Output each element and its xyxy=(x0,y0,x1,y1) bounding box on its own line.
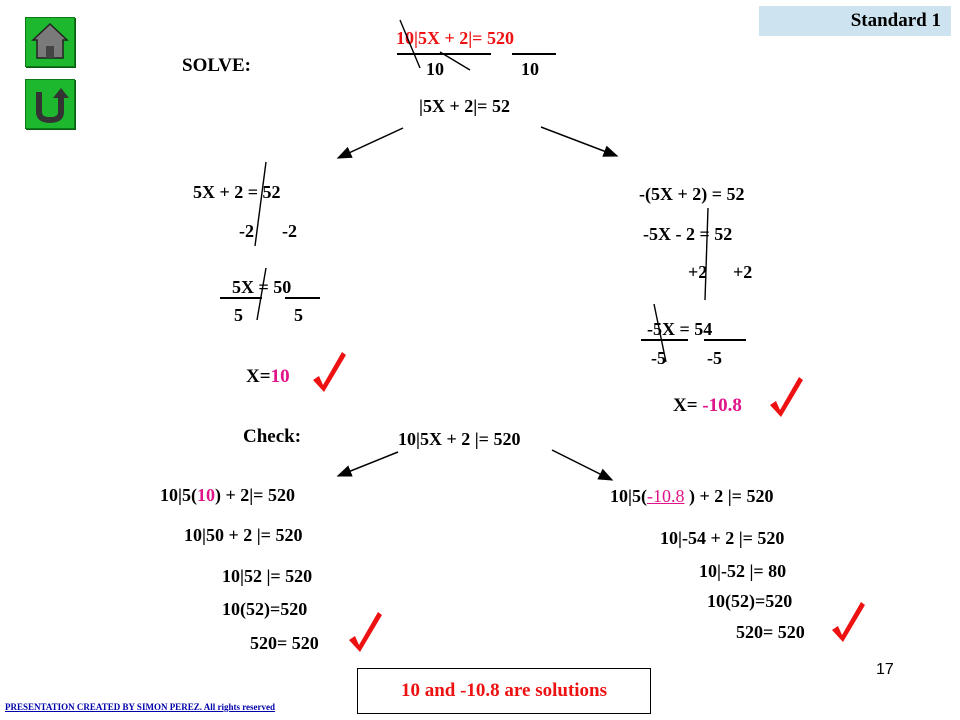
left-case-result-value: 10 xyxy=(270,366,290,387)
left-case-result xyxy=(246,367,290,386)
standard-badge: Standard 1 xyxy=(759,6,951,36)
check-left-line-5: 520= 520 xyxy=(250,633,319,653)
check-right-prefix: 10|5( xyxy=(610,486,647,506)
home-button[interactable] xyxy=(25,17,75,67)
cancel-slash xyxy=(255,162,266,246)
arrow-right xyxy=(541,127,617,156)
check-left-value: 10 xyxy=(196,485,215,505)
check-left-prefix: 10|5( xyxy=(160,485,197,505)
check-right-line-1 xyxy=(610,487,773,505)
conclusion-box: 10 and -10.8 are solutions xyxy=(357,668,651,714)
check-left-line-1 xyxy=(160,486,295,504)
check-mark-icon xyxy=(770,377,803,417)
right-case-equation-2: -5X - 2 = 52 xyxy=(643,224,733,244)
arrow-check-right xyxy=(552,450,612,480)
left-case-result-prefix: X= xyxy=(246,366,271,387)
check-left-suffix: ) + 2|= 520 xyxy=(214,485,295,505)
left-case-equation: 5X + 2 = 52 xyxy=(193,182,281,202)
right-case-equation-3: -5X = 54 xyxy=(647,319,713,339)
left-case-equation-2: 5X = 50 xyxy=(232,277,292,297)
check-mark-icon xyxy=(349,612,382,652)
check-right-line-5: 520= 520 xyxy=(736,622,805,642)
check-right-suffix: ) + 2 |= 520 xyxy=(684,486,774,506)
left-case-divisor-right: 5 xyxy=(294,305,303,325)
check-mark-icon xyxy=(832,602,865,642)
return-button[interactable] xyxy=(25,79,75,129)
right-case-add-right: +2 xyxy=(733,262,753,282)
solve-label: SOLVE: xyxy=(182,55,251,76)
problem-divisor-right: 10 xyxy=(521,59,539,79)
arrow-check-left xyxy=(338,452,398,476)
check-right-line-2: 10|-54 + 2 |= 520 xyxy=(660,528,785,548)
check-left-line-3: 10|52 |= 520 xyxy=(222,566,313,586)
right-case-add-left: +2 xyxy=(688,262,708,282)
left-case-sub-left: -2 xyxy=(239,221,254,241)
check-left-line-4: 10(52)=520 xyxy=(222,599,308,619)
left-case-sub-right: -2 xyxy=(282,221,297,241)
right-case-result xyxy=(673,396,742,415)
footer-credit-link[interactable]: PRESENTATION CREATED BY SIMON PEREZ. All rights reserved xyxy=(5,702,276,712)
page-number: 17 xyxy=(876,661,894,678)
cancel-slash xyxy=(705,208,708,300)
home-icon xyxy=(26,18,74,66)
check-label: Check: xyxy=(243,426,302,447)
check-right-line-4: 10(52)=520 xyxy=(707,591,793,611)
cancel-slash xyxy=(440,52,470,70)
right-case-divisor-left: -5 xyxy=(651,348,666,368)
problem-equation: 10|5X + 2|= 520 xyxy=(396,28,514,48)
check-mark-icon xyxy=(313,352,346,392)
return-icon xyxy=(26,80,74,128)
check-equation: 10|5X + 2 |= 520 xyxy=(398,429,521,449)
check-right-line-3: 10|-52 |= 80 xyxy=(699,561,787,581)
arrow-left xyxy=(338,128,403,158)
check-left-line-2: 10|50 + 2 |= 520 xyxy=(184,525,303,545)
problem-reduced: |5X + 2|= 52 xyxy=(419,96,510,116)
right-case-divisor-right: -5 xyxy=(707,348,722,368)
left-case-divisor-left: 5 xyxy=(234,305,243,325)
problem-divisor-left: 10 xyxy=(426,59,444,79)
check-right-value: -10.8 xyxy=(646,486,685,506)
right-case-result-value: -10.8 xyxy=(702,395,742,416)
right-case-equation: -(5X + 2) = 52 xyxy=(639,184,745,204)
right-case-result-prefix: X= xyxy=(673,395,698,416)
